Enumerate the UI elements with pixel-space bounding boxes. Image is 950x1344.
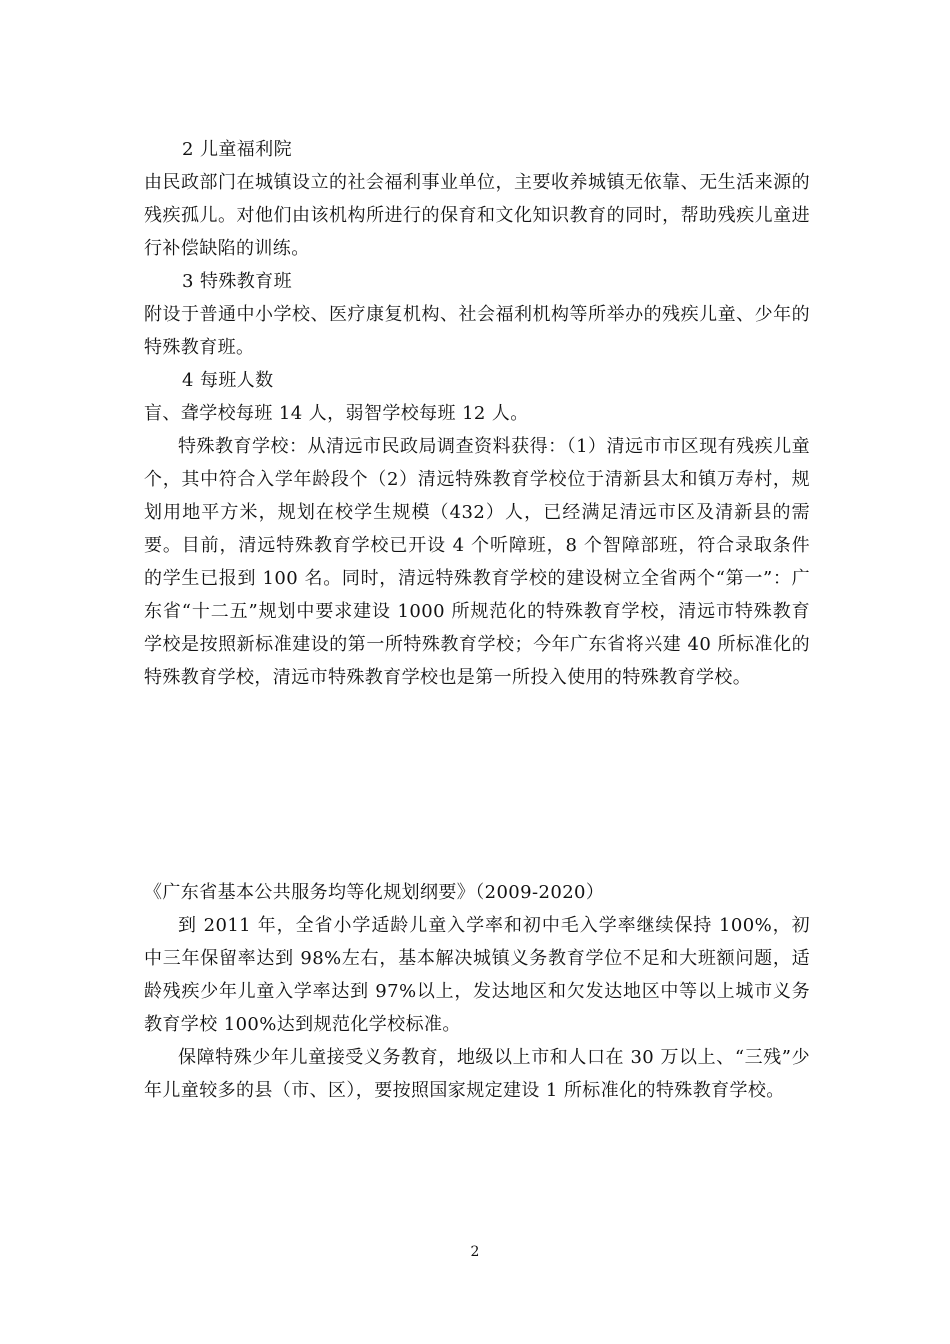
reference-paragraph: 保障特殊少年儿童接受义务教育，地级以上市和人口在 30 万以上、“三残”少年儿童较多的县（市、区），要按照国家规定建设 1 所标准化的特殊教育学校。 [144, 1047, 810, 1101]
section-heading-welfare-institute: 2 儿童福利院 [182, 139, 292, 160]
section-text-special-class: 附设于普通中小学校、医疗康复机构、社会福利机构等所举办的残疾儿童、少年的特殊教育班。 [144, 304, 810, 358]
document-body [144, 133, 810, 1107]
survey-paragraph: 特殊教育学校：从清远市民政局调查资料获得：（1）清远市市区现有残疾儿童个，其中符合入学年龄段个（2）清远特殊教育学校位于清新县太和镇万寿村，规划用地平方米，规划在校学生规模（432）人，已经满足清远市区及清新县的需要。目前，清远特殊教育学校已开设 4 个听障班，8 个智障部班，符合录取条件的学生已报到 100 名。同时，清远特殊教育学校的建设树立全省两个“第一”：广东省“十二五”规划中要求建设 1000 所规范化的特殊教育学校，清远市特殊教育学校是按照新标准建设的第一所特殊教育学校；今年广东省将兴建 40 所标准化的特殊教育学校，清远市特殊教育学校也是第一所投入使用的特殊教育学校。 [144, 436, 810, 688]
section-heading-special-class: 3 特殊教育班 [182, 271, 292, 292]
reference-paragraph: 到 2011 年，全省小学适龄儿童入学率和初中毛入学率继续保持 100%，初中三年保留率达到 98%左右，基本解决城镇义务教育学位不足和大班额问题，适龄残疾少年儿童入学率达到 97%以上，发达地区和欠发达地区中等以上城市义务教育学校 100%达到规范化学校标准。 [144, 915, 810, 1035]
section-text-welfare-institute: 由民政部门在城镇设立的社会福利事业单位，主要收养城镇无依靠、无生活来源的残疾孤儿。对他们由该机构所进行的保育和文化知识教育的同时，帮助残疾儿童进行补偿缺陷的训练。 [144, 172, 810, 259]
reference-title: 《广东省基本公共服务均等化规划纲要》（2009-2020） [144, 882, 605, 903]
section-heading-class-size: 4 每班人数 [182, 370, 274, 391]
section-text-class-size: 盲、聋学校每班 14 人，弱智学校每班 12 人。 [144, 403, 529, 424]
page-number: 2 [470, 1244, 480, 1260]
